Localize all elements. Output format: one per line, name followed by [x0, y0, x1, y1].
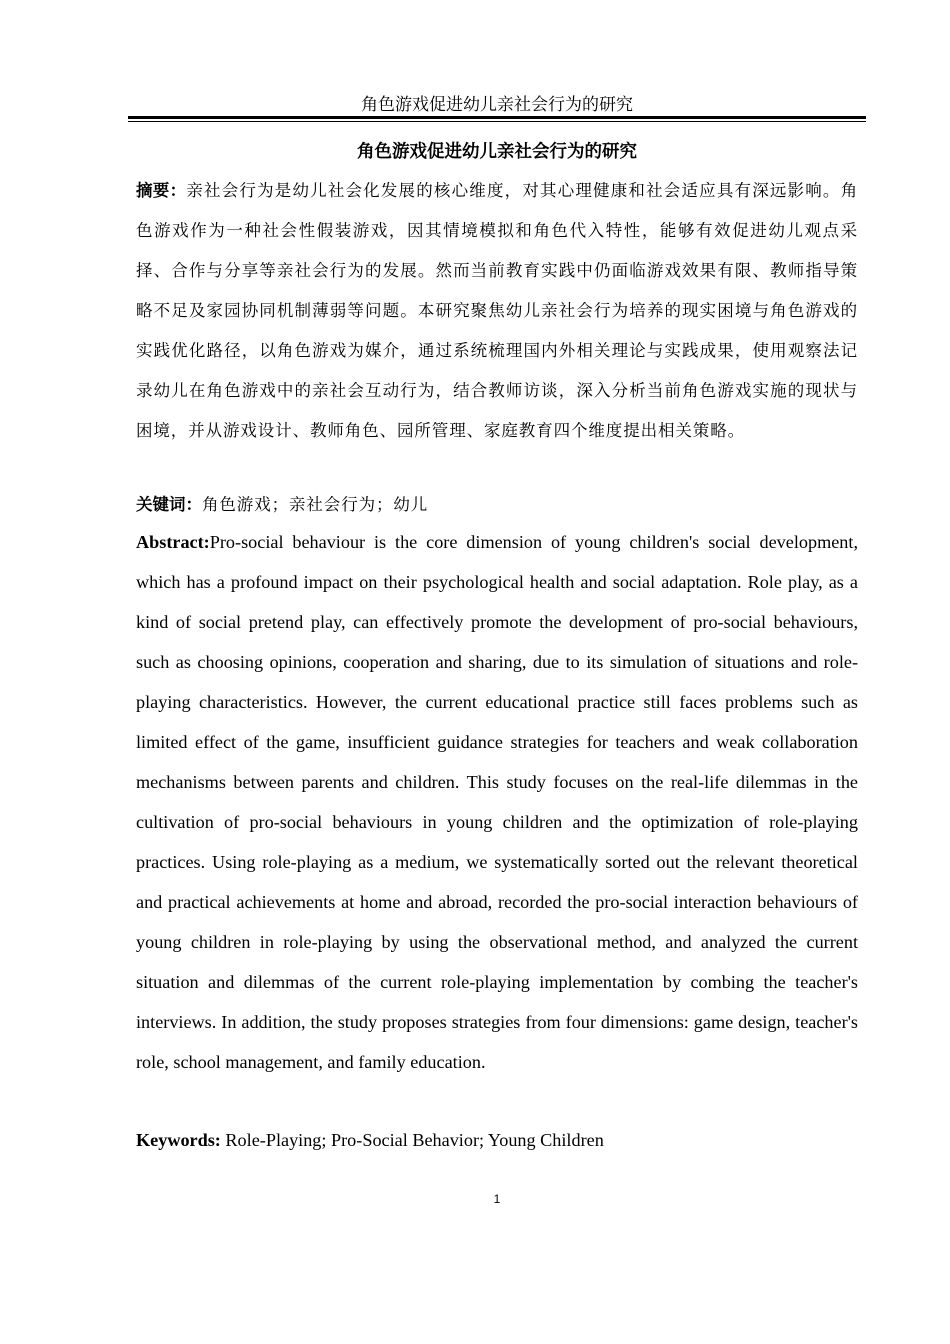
- paper-title: 角色游戏促进幼儿亲社会行为的研究: [357, 142, 637, 162]
- page-number: 1: [493, 1192, 501, 1206]
- keywords-en: [136, 1126, 858, 1154]
- abstract-en-text: Pro-social behaviour is the core dimension of young children's social development, which has a profound impact on their psychological health and social adaptation. Role play, as a kind of social pretend play, can effectively promote the development of pro-social behaviours, such as choosing opinions, cooperation and sharing, due to its simulation of situations and role-playing characteristics. However, the current educational practice still faces problems such as limited effect of the game, insufficient guidance strategies for teachers and weak collaboration mechanisms between parents and children. This study focuses on the real-life dilemmas in the cultivation of pro-social behaviours in young children and the optimization of role-playing practices. Using role-playing as a medium, we systematically sorted out the relevant theoretical and practical achievements at home and abroad, recorded the pro-social interaction behaviours of young children in role-playing by using the observational method, and analyzed the current situation and dilemmas of the current role-playing implementation by combing the teacher's interviews. In addition, the study proposes strategies from four dimensions: game design, teacher's role, school management, and family education.: [136, 532, 858, 1072]
- abstract-cn-label: 摘要：: [136, 181, 187, 200]
- keywords-cn-label: 关键词：: [136, 495, 202, 514]
- header-rule-thin: [128, 121, 866, 122]
- keywords-cn: [136, 490, 858, 520]
- keywords-cn-text: 角色游戏；亲社会行为；幼儿: [202, 495, 429, 514]
- keywords-en-label: Keywords:: [136, 1130, 221, 1150]
- header-rule-thick: [128, 116, 866, 119]
- abstract-en: [136, 522, 858, 1082]
- abstract-en-label: Abstract:: [136, 532, 210, 552]
- running-header: 角色游戏促进幼儿亲社会行为的研究: [361, 95, 633, 115]
- abstract-cn-text: 亲社会行为是幼儿社会化发展的核心维度，对其心理健康和社会适应具有深远影响。角色游戏作为一种社会性假装游戏，因其情境模拟和角色代入特性，能够有效促进幼儿观点采择、合作与分享等亲社会行为的发展。然而当前教育实践中仍面临游戏效果有限、教师指导策略不足及家园协同机制薄弱等问题。本研究聚焦幼儿亲社会行为培养的现实困境与角色游戏的实践优化路径，以角色游戏为媒介，通过系统梳理国内外相关理论与实践成果，使用观察法记录幼儿在角色游戏中的亲社会互动行为，结合教师访谈，深入分析当前角色游戏实施的现状与困境，并从游戏设计、教师角色、园所管理、家庭教育四个维度提出相关策略。: [136, 181, 859, 440]
- keywords-en-text: Role-Playing; Pro-Social Behavior; Young Children: [225, 1130, 604, 1150]
- abstract-cn: [136, 171, 858, 451]
